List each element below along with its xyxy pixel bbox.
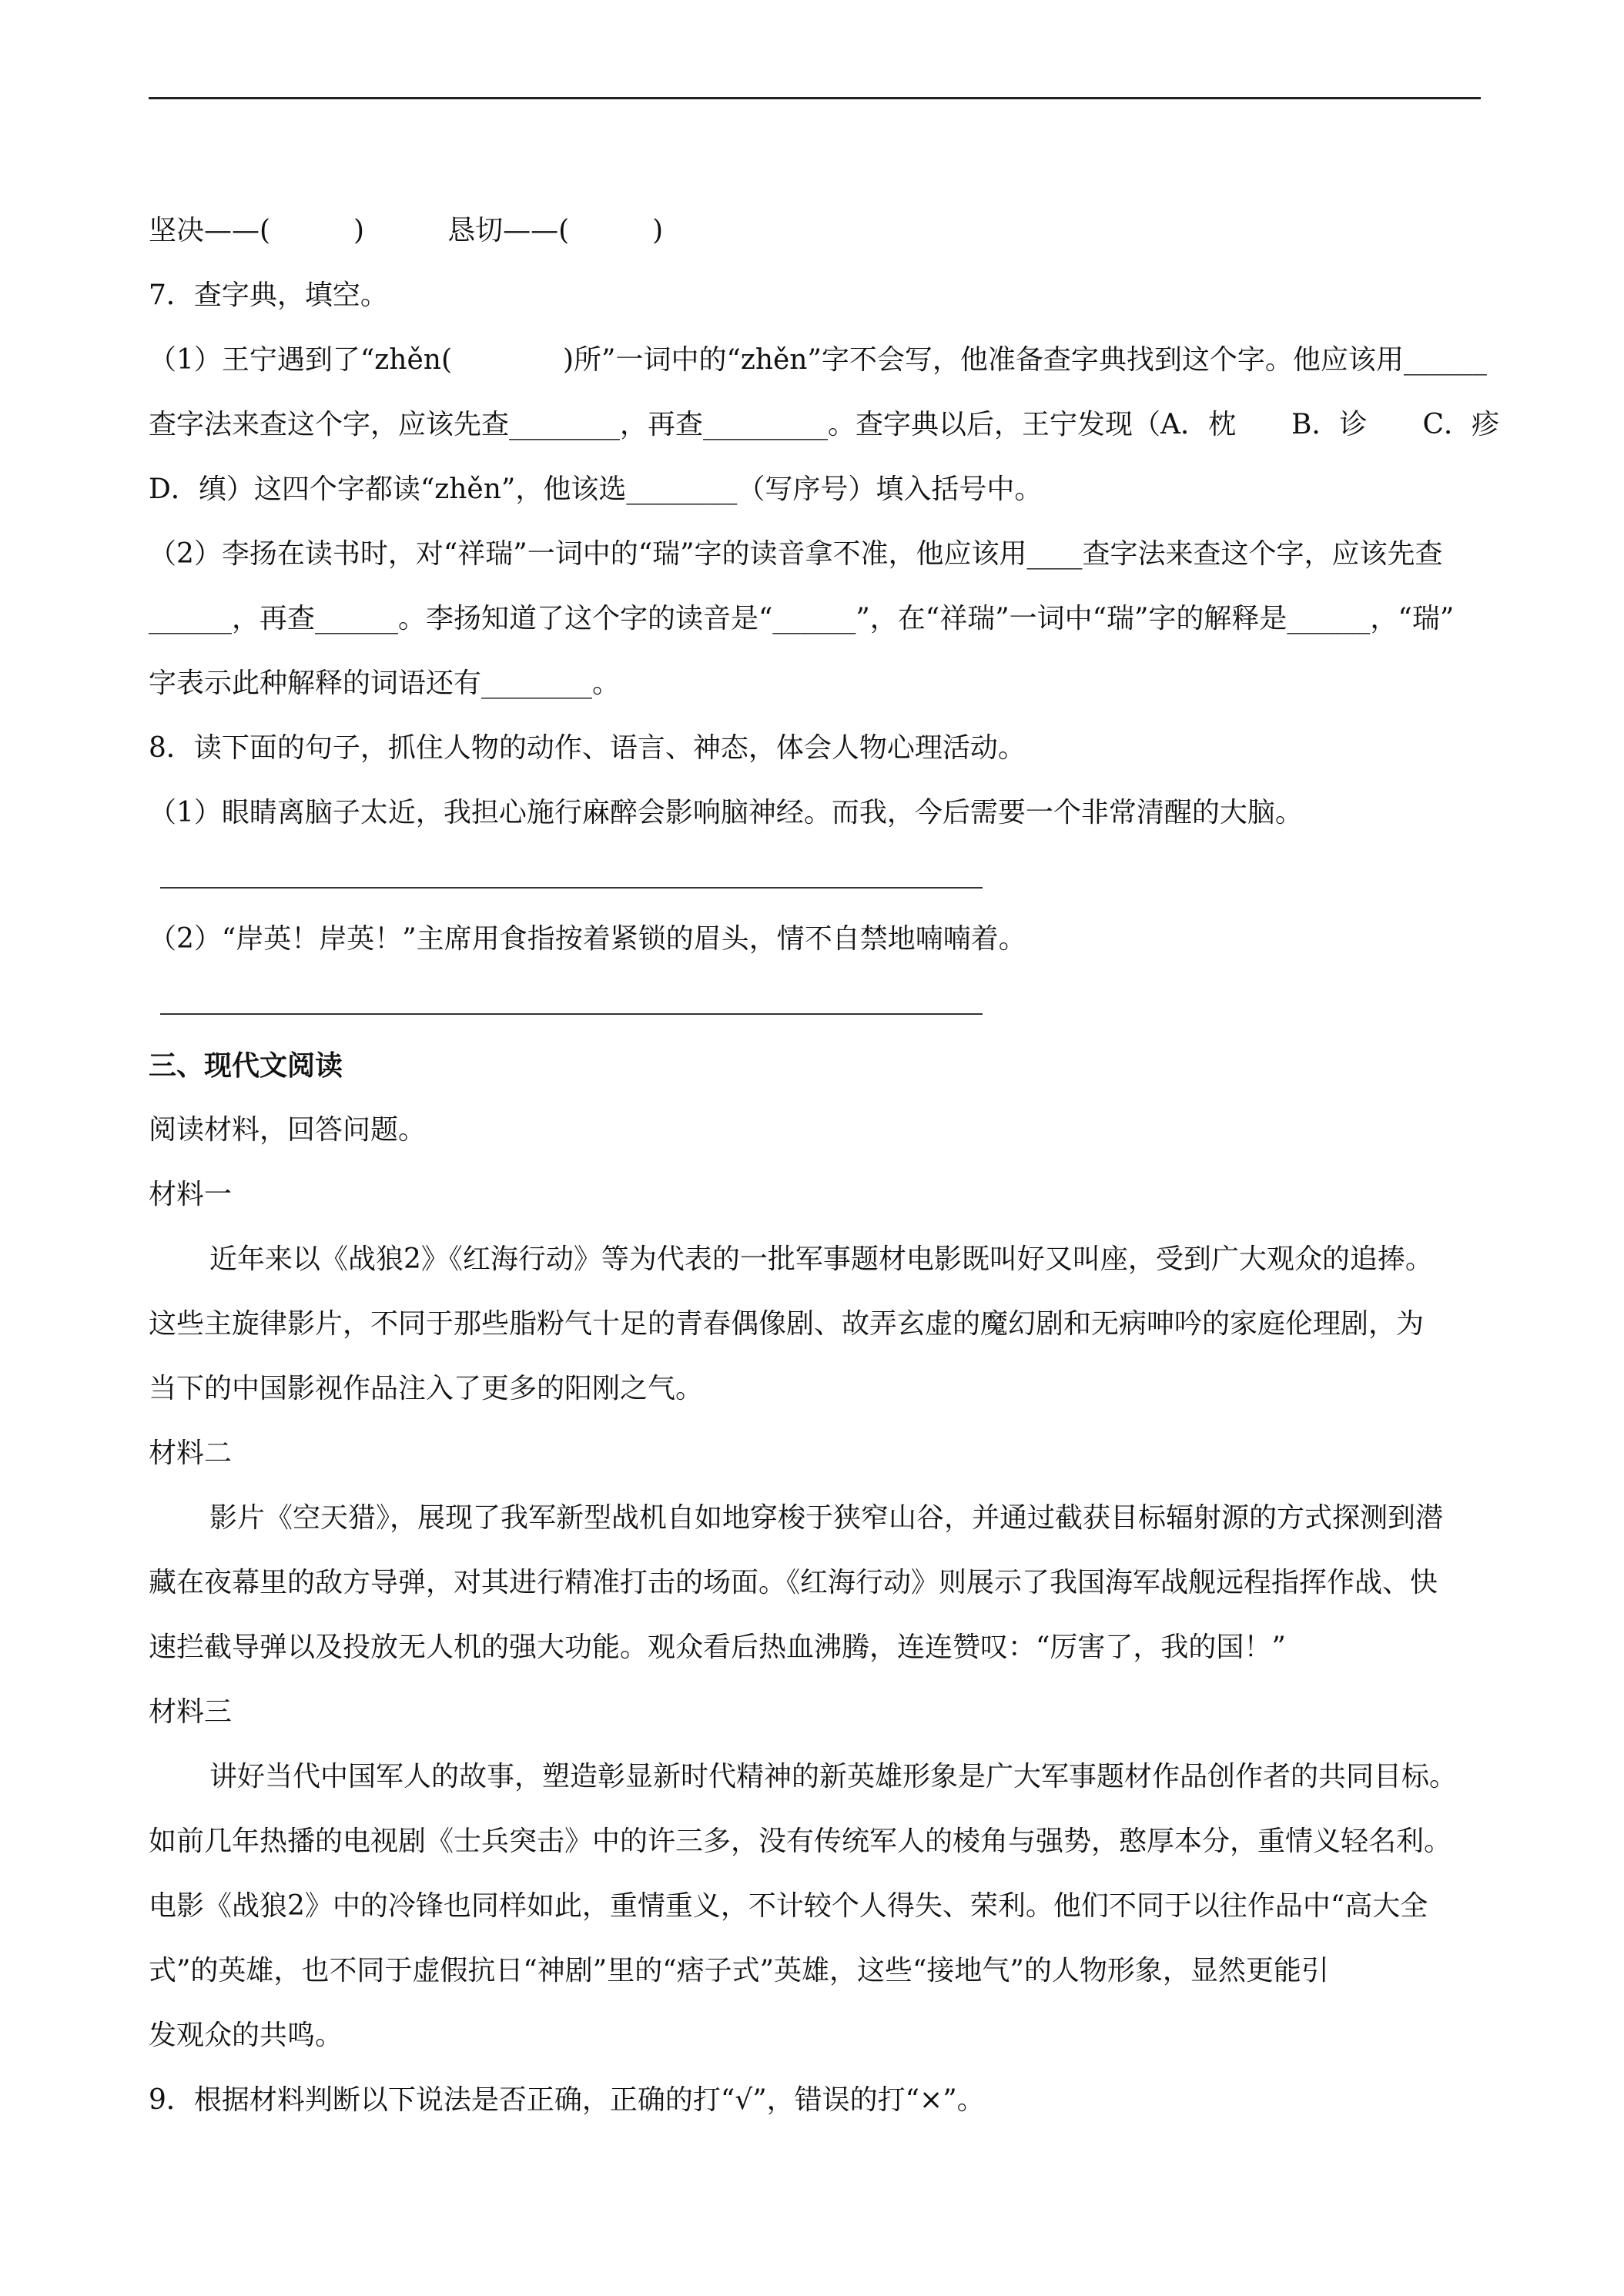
material-2-label: 材料二 bbox=[149, 1438, 233, 1469]
material-1-line2: 这些主旋律影片，不同于那些脂粉气十足的青春偶像剧、故弄玄虚的魔幻剧和无病呻吟的家庭伦理剧，为 bbox=[149, 1308, 1425, 1340]
material-2-line3: 速拦截导弹以及投放无人机的强大功能。观众看后热血沸腾，连连赞叹：“厉害了，我的国！” bbox=[149, 1632, 1286, 1663]
q7-part1-line2: 查字法来查这个字，应该先查________，再查_________。查字典以后，王宁发现（A．枕 B．诊 C．疹 bbox=[149, 409, 1499, 440]
material-1-label: 材料一 bbox=[149, 1179, 233, 1210]
question-8-title: 8．读下面的句子，抓住人物的动作、语言、神态，体会人物心理活动。 bbox=[149, 732, 1026, 764]
material-3-line3: 电影《战狼2》中的冷锋也同样如此，重情重义，不计较个人得失、荣利。他们不同于以往作品中“高大全 bbox=[149, 1890, 1428, 1922]
header-rule bbox=[149, 97, 1481, 99]
material-2-line1: 影片《空天猎》，展现了我军新型战机自如地穿梭于狭窄山谷，并通过截获目标辐射源的方式探测到潜 bbox=[209, 1502, 1444, 1534]
q7-part2-line3: 字表示此种解释的词语还有________。 bbox=[149, 668, 621, 699]
q8-sentence-2: （2）“岸英！岸英！”主席用食指按着紧锁的眉头，情不自禁地喃喃着。 bbox=[149, 923, 1026, 955]
material-2-line2: 藏在夜幕里的敌方导弹，对其进行精准打击的场面。《红海行动》则展示了我国海军战舰远程指挥作战、快 bbox=[149, 1567, 1438, 1598]
q7-part1-line1: （1）王宁遇到了“zhěn( )所”一词中的“zhěn”字不会写，他准备查字典找到这个字。他应该用______ bbox=[149, 344, 1487, 376]
vocab-line: 坚决——( ) 恳切——( ) bbox=[149, 215, 664, 246]
section-3-heading: 三、现代文阅读 bbox=[149, 1049, 343, 1082]
q7-part2-line2: ______，再查______。李扬知道了这个字的读音是“______”，在“祥瑞”一词中“瑞”字的解释是______，“瑞” bbox=[149, 603, 1455, 634]
material-3-line1: 讲好当代中国军人的故事，塑造彰显新时代精神的新英雄形象是广大军事题材作品创作者的共同目标。 bbox=[209, 1761, 1458, 1792]
material-3-line4: 式”的英雄，也不同于虚假抗日“神剧”里的“痞子式”英雄，这些“接地气”的人物形象，显然更能引 bbox=[149, 1955, 1329, 1986]
material-3-label: 材料三 bbox=[149, 1696, 233, 1728]
material-3-line5: 发观众的共鸣。 bbox=[149, 2020, 343, 2051]
q8-answer-line-2 bbox=[160, 1013, 983, 1015]
material-1-line3: 当下的中国影视作品注入了更多的阳刚之气。 bbox=[149, 1373, 704, 1404]
q8-sentence-1: （1）眼睛离脑子太近，我担心施行麻醉会影响脑神经。而我，今后需要一个非常清醒的大脑。 bbox=[149, 797, 1303, 828]
question-9-title: 9．根据材料判断以下说法是否正确，正确的打“√”，错误的打“×”。 bbox=[149, 2084, 985, 2116]
material-1-line1: 近年来以《战狼2》《红海行动》等为代表的一批军事题材电影既叫好又叫座，受到广大观众的追捧。 bbox=[209, 1243, 1433, 1275]
question-7-title: 7．查字典，填空。 bbox=[149, 279, 388, 311]
q7-part2-line1: （2）李扬在读书时，对“祥瑞”一词中的“瑞”字的读音拿不准，他应该用____查字法来查这个字，应该先查 bbox=[149, 538, 1443, 570]
q7-part1-line3: D．缜）这四个字都读“zhěn”，他该选________（写序号）填入括号中。 bbox=[149, 474, 1043, 505]
q8-answer-line-1 bbox=[160, 887, 983, 889]
material-3-line2: 如前几年热播的电视剧《士兵突击》中的许三多，没有传统军人的棱角与强势，憨厚本分，重情义轻名利。 bbox=[149, 1826, 1452, 1857]
reading-instruction: 阅读材料，回答问题。 bbox=[149, 1114, 427, 1146]
